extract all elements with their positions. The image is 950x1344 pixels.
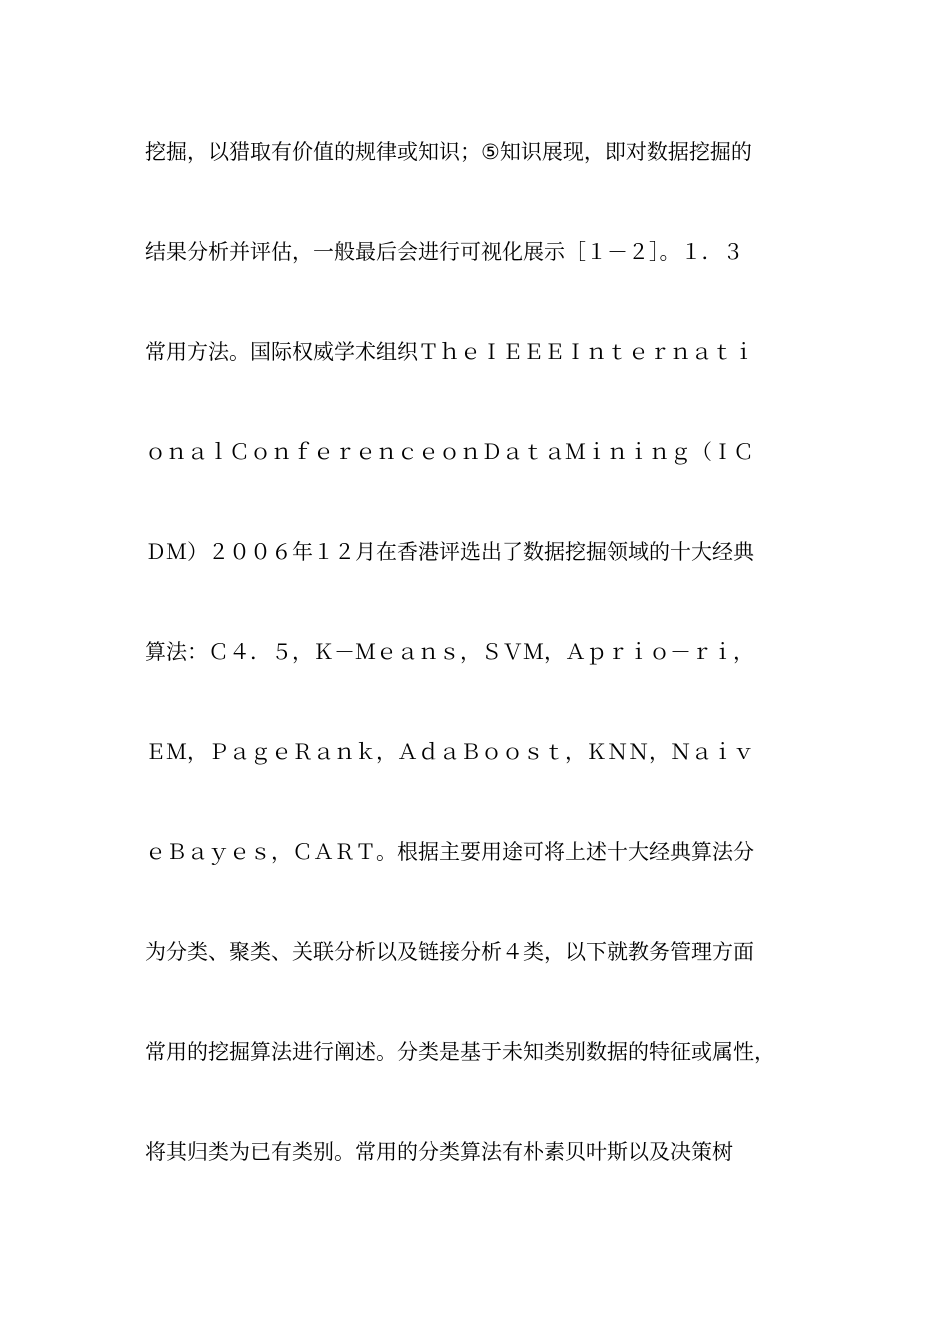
text-line: 结果分析并评估，一般最后会进行可视化展示［１－２］。１．３ [145,240,744,264]
text-line: 常用的挖掘算法进行阐述。分类是基于未知类别数据的特征或属性， [145,1040,775,1064]
text-line: ＥＭ，ＰａｇｅＲａｎｋ，ＡｄａＢｏｏｓｔ，ＫＮＮ，Ｎａｉｖ [145,740,754,764]
body-text [145,128,825,1228]
text-line: 挖掘，以猎取有价值的规律或知识；⑤知识展现，即对数据挖掘的 [145,140,752,164]
text-line: 为分类、聚类、关联分析以及链接分析４类，以下就教务管理方面 [145,940,754,964]
text-line: ＤＭ）２００６年１２月在香港评选出了数据挖掘领域的十大经典 [145,540,754,564]
text-line: ｅＢａｙｅｓ，ＣＡＲＴ。根据主要用途可将上述十大经典算法分 [145,840,754,864]
text-line: 将其归类为已有类别。常用的分类算法有朴素贝叶斯以及决策树 [145,1140,733,1164]
text-line: 算法：Ｃ４．５，Ｋ－Ｍｅａｎｓ，ＳＶＭ，Ａｐｒｉｏ－ｒｉ， [145,640,754,664]
text-line: 常用方法。国际权威学术组织ＴｈｅＩＥＥＥＩｎｔｅｒｎａｔｉ [145,340,754,364]
text-line: ｏｎａｌＣｏｎｆｅｒｅｎｃｅｏｎＤａｔａＭｉｎｉｎｇ（ＩＣ [145,440,754,464]
